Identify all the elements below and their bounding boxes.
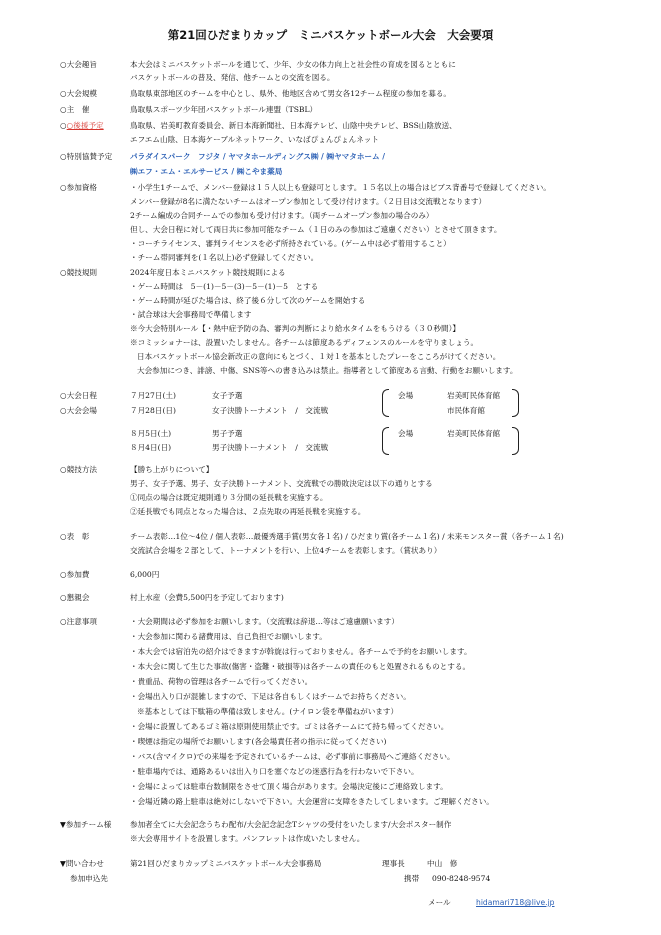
sponsor-label: ○特別協賛予定 [60, 152, 113, 161]
venue-label-1: 会場 [398, 391, 414, 400]
venue-label-2: 会場 [398, 429, 414, 438]
scale-text: 鳥取県東部地区のチームを中心とし、県外、他地区含めて男女各12チーム程度の参加を募る。 [130, 89, 452, 98]
teams-text-1: 参加者全てに大会記念うちわ配布/大会記念記念Tシャツの受付をいたします/大会ポスター制作 [130, 820, 452, 829]
venue-2: 市民体育館 [447, 406, 485, 415]
organizer-text: 鳥取県スポーツ少年団バスケットボール連盟（TSBL） [130, 105, 318, 114]
fee-text: 6,000円 [130, 570, 160, 579]
awards-label: ○表 彰 [60, 532, 90, 541]
schedule-date-4: ８月4日(日) [130, 443, 172, 452]
purpose-text-2: バスケットボールの普及、発信、他チームとの交流を図る。 [130, 73, 335, 82]
method-text-3: ①同点の場合は既定規則通り３分間の延長戦を実施する。 [130, 493, 328, 502]
notes-text-11: ・駐車場内では、通路あるいは出入り口を塞ぐなどの迷惑行為を行わないで下さい。 [130, 767, 419, 776]
brace-right-1 [512, 389, 519, 417]
scale-label: ○大会規模 [60, 89, 98, 98]
rules-text-4: ・試合球は大会事務局で準備します [130, 310, 252, 319]
brace-left-2 [382, 427, 389, 455]
organizer-label: ○主 催 [60, 105, 90, 114]
schedule-event-4: 男子決勝トーナメント / 交流戦 [212, 443, 329, 452]
rules-text-3: ・ゲーム時間が延びた場合は、終了後６分して次のゲームを開始する [130, 296, 366, 305]
brace-right-2 [512, 427, 519, 455]
notes-text-6: ・会場出入り口が混雑しますので、下足は各自もしくはチームでお持ちください。 [130, 692, 411, 701]
fee-label: ○参加費 [60, 570, 90, 579]
contact-mail-label: メール [428, 898, 451, 907]
method-label: ○競技方法 [60, 465, 98, 474]
purpose-text-1: 本大会はミニバスケットボールを通じて、少年、少女の体力向上と社会性の育成を図るとともに [130, 60, 456, 69]
notes-text-5: ・貴重品、荷物の管理は各チームで行ってください。 [130, 677, 313, 686]
notes-text-4: ・本大会に関して生じた事故(傷害・盗難・破損等)は各チームの責任のもと処置されるものとする。 [130, 662, 471, 671]
schedule-event-1: 女子予選 [212, 391, 243, 400]
rules-text-1: 2024年度日本ミニバスケット競技規則による [130, 268, 286, 277]
eligibility-text-2: メンバー登録が8名に満たないチームはオープン参加として受け付けます。（２日目は交流戦となります） [130, 197, 487, 206]
eligibility-text-5: ・コーチライセンス、審判ライセンスを必ず所持されている。(ゲーム中は必ず着用すること） [130, 239, 451, 248]
schedule-date-3: ８月5日(土) [130, 429, 172, 438]
notes-text-3: ・本大会では宿泊先の紹介はできますが斡旋は行っておりません。各チームで予約をお願いします。 [130, 647, 472, 656]
eligibility-text-3: 2チーム編成の合同チームでの参加も受け付けます。（両チームオープン参加の場合のみ） [130, 211, 434, 220]
rules-text-8: 大会参加につき、誹謗、中傷、SNS等への書き込みは禁止。指導者として節度ある言動、行動をお願いします。 [137, 366, 518, 375]
eligibility-text-4: 但し、大会日程に対して両日共に参加可能なチーム（１日のみの参加はご遠慮ください）とさせて頂きます。 [130, 225, 502, 234]
awards-text-2: 交流試合会場を２部として、トーナメントを行い、上位4チームを表彰します。（賞状あり） [130, 546, 442, 555]
contact-office: 第21回ひだまりカップミニバスケットボール大会事務局 [130, 859, 322, 868]
contact-phone-label: 携帯 [404, 874, 420, 883]
document-page: 第21回ひだまりカップ ミニバスケットボール大会 大会要項 ○大会趣旨 本大会はミニバスケットボールを通じて、少年、少女の体力向上と社会性の育成を図るとともに バスケットボールの普及、発信、他チームとの交流を図る。 ○大会規模 鳥取県東部地区のチームを中心とし、県外、他地区含めて男女各12チーム程度の参加を募る。 ○主 催 鳥取県スポーツ少年団バスケットボール連盟（TSBL） ○○後援予定 鳥取県、岩美町教育委員会、新日本海新聞社、日本海テレビ、山陰中央テレビ、BSS山陰放送、 エフエム山陰、日本海ケーブルネットワーク、いなばぴょんぴょんネット ○特別協賛予定 パラダイスパーク フジタ / ヤマタホールディングス㈱ / ㈱ヤマタホーム / ㈱エフ・エム・エルサービス / ㈱こやま薬局 ○参加資格 ・小学生1チームで、メンバー登録は１５人以上も登録可とします。１５名以上の場合はビブス背番号で登録してください。 メンバー登録が8名に満たないチームはオープン参加として受け付けます。（２日目は交流戦となります） 2チーム編成の合同チームでの参加も受け付けます。（両チームオープン参加の場合のみ） 但し、大会日程に対して両日共に参加可能なチーム（１日のみの参加はご遠慮ください）とさせて頂きます。 ・コーチライセンス、審判ライセンスを必ず所持されている。(ゲーム中は必ず着用すること） ・チーム帯同審判を(１名以上)必ず登録してください。 ○競技規則 2024年度日本ミニバスケット競技規則による ・ゲーム時間は 5－(1)－5－(3)－5－(1)－5 とする ・ゲーム時間が延びた場合は、終了後６分して次のゲームを開始する ・試合球は大会事務局で準備します ※今大会特別ルール【・熱中症予防の為、審判の判断により給水タイムをもうける（３０秒間）】 ※コミッショナーは、設置いたしません。各チームは節度あるディフェンスのルールを守りましょう。 日本バスケットボール協会新改正の意向にもとづく、１対１を基本としたプレーをこころがけてください。 大会参加につき、誹謗、中傷、SNS等への書き込みは禁止。指導者として節度ある言動、行動をお願いします。 ○大会日程 ７月27日(土) 女子予選 会場 岩美町民体育館 ○大会会場 ７月28日(日) 女子決勝トーナメント / 交流戦 市民体育館 ８月5日(土) 男子予選 会場 岩美町民体育館 ８月4日(日) 男子決勝トーナメント / 交流戦 ○競技方法 【勝ち上がりについて】 男子、女子予選、男子、女子決勝トーナメント、交流戦での勝敗決定は以下の通りとする ①同点の場合は既定規則通り３分間の延長戦を実施する。 ②延長戦でも同点となった場合は、２点先取の再延長戦を実施する。 ○表 彰 チーム表彰…1位～4位 / 個人表彰…最優秀選手賞(男女各１名) / ひだまり賞(各チーム１名) / 未来モンスター賞（各チーム１名) 交流試合会場を２部として、トーナメントを行い、上位4チームを表彰します。（賞状あり） ○参加費 6,000円 ○懇親会 村上水産（会費5,500円を予定しております) ○注意事項 ・大会期間は必ず参加をお願いします。（交流戦は辞退…等はご遠慮願います） ・大会参加に関わる諸費用は、自己負担でお願いします。 ・本大会では宿泊先の紹介はできますが斡旋は行っておりません。各チームで予約をお願いします。 ・本大会に関して生じた事故(傷害・盗難・破損等)は各チームの責任のもと処置されるものとする。 ・貴重品、荷物の管理は各チームで行ってください。 ・会場出入り口が混雑しますので、下足は各自もしくはチームでお持ちください。 ※基本としては下駄箱の準備は致しません。(ナイロン袋を準備ねがいます） ・会場に設置してあるゴミ箱は原則使用禁止です。ゴミは各チームにて持ち帰ってください。 ・喫煙は指定の場所でお願いします(各会場責任者の指示に従ってください) ・バス(含マイクロ)での来場を予定されているチームは、必ず事前に事務局へご連絡ください。 ・駐車場内では、通路あるいは出入り口を塞ぐなどの迷惑行為を行わないで下さい。 ・会場によっては駐車台数制限をさせて頂く場合があります。会場決定後にご連絡致します。 ・会場近隣の路上駐車は絶対にしないで下さい。大会運営に支障をきたしてしまいます。ご理解ください。 ▼参加チーム様 参加者全てに大会記念うちわ配布/大会記念記念Tシャツの受付をいたします/大会ポスター制作 ※大会専用サイトを設置します。パンフレットは作成いたしません。 ▼問い合わせ 第21回ひだまりカップミニバスケットボール大会事務局 理事長 中山 修 参加申込先 携帯 090-8248-9574 メール hidamari718@live.jp [0, 0, 661, 935]
teams-label: ▼参加チーム様 [60, 820, 112, 829]
party-text: 村上水産（会費5,500円を予定しております) [130, 593, 284, 602]
schedule-date-1: ７月27日(土) [130, 391, 176, 400]
notes-text-12: ・会場によっては駐車台数制限をさせて頂く場合があります。会場決定後にご連絡致します。 [130, 782, 448, 791]
rules-text-5: ※今大会特別ルール【・熱中症予防の為、審判の判断により給水タイムをもうける（３０秒間）】 [130, 324, 461, 333]
eligibility-text-6: ・チーム帯同審判を(１名以上)必ず登録してください。 [130, 253, 319, 262]
eligibility-label: ○参加資格 [60, 183, 98, 192]
notes-label: ○注意事項 [60, 617, 98, 626]
purpose-label: ○大会趣旨 [60, 60, 98, 69]
schedule-event-3: 男子予選 [212, 429, 243, 438]
contact-role: 理事長 [382, 859, 405, 868]
contact-label: ▼問い合わせ [60, 859, 104, 868]
awards-text-1: チーム表彰…1位～4位 / 個人表彰…最優秀選手賞(男女各１名) / ひだまり賞(各チーム１名) / 未来モンスター賞（各チーム１名) [130, 532, 564, 541]
notes-text-9: ・喫煙は指定の場所でお願いします(各会場責任者の指示に従ってください) [130, 737, 387, 746]
method-text-1: 【勝ち上がりについて】 [130, 465, 214, 474]
support-text-1: 鳥取県、岩美町教育委員会、新日本海新聞社、日本海テレビ、山陰中央テレビ、BSS山陰放送、 [130, 121, 457, 130]
venue-section-label: ○大会会場 [60, 406, 98, 415]
brace-left-1 [382, 389, 389, 417]
sponsor-text-2: ㈱エフ・エム・エルサービス / ㈱こやま薬局 [130, 167, 283, 176]
rules-label: ○競技規則 [60, 268, 98, 277]
notes-text-1: ・大会期間は必ず参加をお願いします。（交流戦は辞退…等はご遠慮願います） [130, 617, 399, 626]
contact-label-2: 参加申込先 [70, 874, 108, 883]
notes-text-2: ・大会参加に関わる諸費用は、自己負担でお願いします。 [130, 632, 327, 641]
notes-text-7: ※基本としては下駄箱の準備は致しません。(ナイロン袋を準備ねがいます） [137, 707, 399, 716]
rules-text-2: ・ゲーム時間は 5－(1)－5－(3)－5－(1)－5 とする [130, 282, 319, 291]
schedule-event-2: 女子決勝トーナメント / 交流戦 [212, 406, 329, 415]
notes-text-10: ・バス(含マイクロ)での来場を予定されているチームは、必ず事前に事務局へご連絡ください。 [130, 752, 455, 761]
party-label: ○懇親会 [60, 593, 90, 602]
notes-text-13: ・会場近隣の路上駐車は絶対にしないで下さい。大会運営に支障をきたしてしまいます。ご理解ください。 [130, 797, 494, 806]
rules-text-7: 日本バスケットボール協会新改正の意向にもとづく、１対１を基本としたプレーをこころがけてください。 [137, 352, 501, 361]
support-text-2: エフエム山陰、日本海ケーブルネットワーク、いなばぴょんぴょんネット [130, 135, 379, 144]
method-text-4: ②延長戦でも同点となった場合は、２点先取の再延長戦を実施する。 [130, 507, 366, 516]
schedule-date-2: ７月28日(日) [130, 406, 176, 415]
eligibility-text-1: ・小学生1チームで、メンバー登録は１５人以上も登録可とします。１５名以上の場合はビブス背番号で登録してください。 [130, 183, 551, 192]
page-title: 第21回ひだまりカップ ミニバスケットボール大会 大会要項 [167, 28, 494, 42]
notes-text-8: ・会場に設置してあるゴミ箱は原則使用禁止です。ゴミは各チームにて持ち帰ってください。 [130, 722, 449, 731]
contact-phone: 090-8248-9574 [432, 874, 491, 883]
support-label: ○後援予定 [66, 121, 104, 130]
schedule-label: ○大会日程 [60, 391, 98, 400]
rules-text-6: ※コミッショナーは、設置いたしません。各チームは節度あるディフェンスのルールを守りましょう。 [130, 338, 479, 347]
contact-name: 中山 修 [427, 859, 458, 868]
venue-3: 岩美町民体育館 [447, 429, 501, 438]
sponsor-text-1: パラダイスパーク フジタ / ヤマタホールディングス㈱ / ㈱ヤマタホーム / [130, 152, 386, 161]
contact-mail-link[interactable]: hidamari718@live.jp [476, 898, 555, 907]
venue-1: 岩美町民体育館 [447, 391, 501, 400]
method-text-2: 男子、女子予選、男子、女子決勝トーナメント、交流戦での勝敗決定は以下の通りとする [130, 479, 433, 488]
teams-text-2: ※大会専用サイトを設置します。パンフレットは作成いたしません。 [130, 834, 365, 843]
